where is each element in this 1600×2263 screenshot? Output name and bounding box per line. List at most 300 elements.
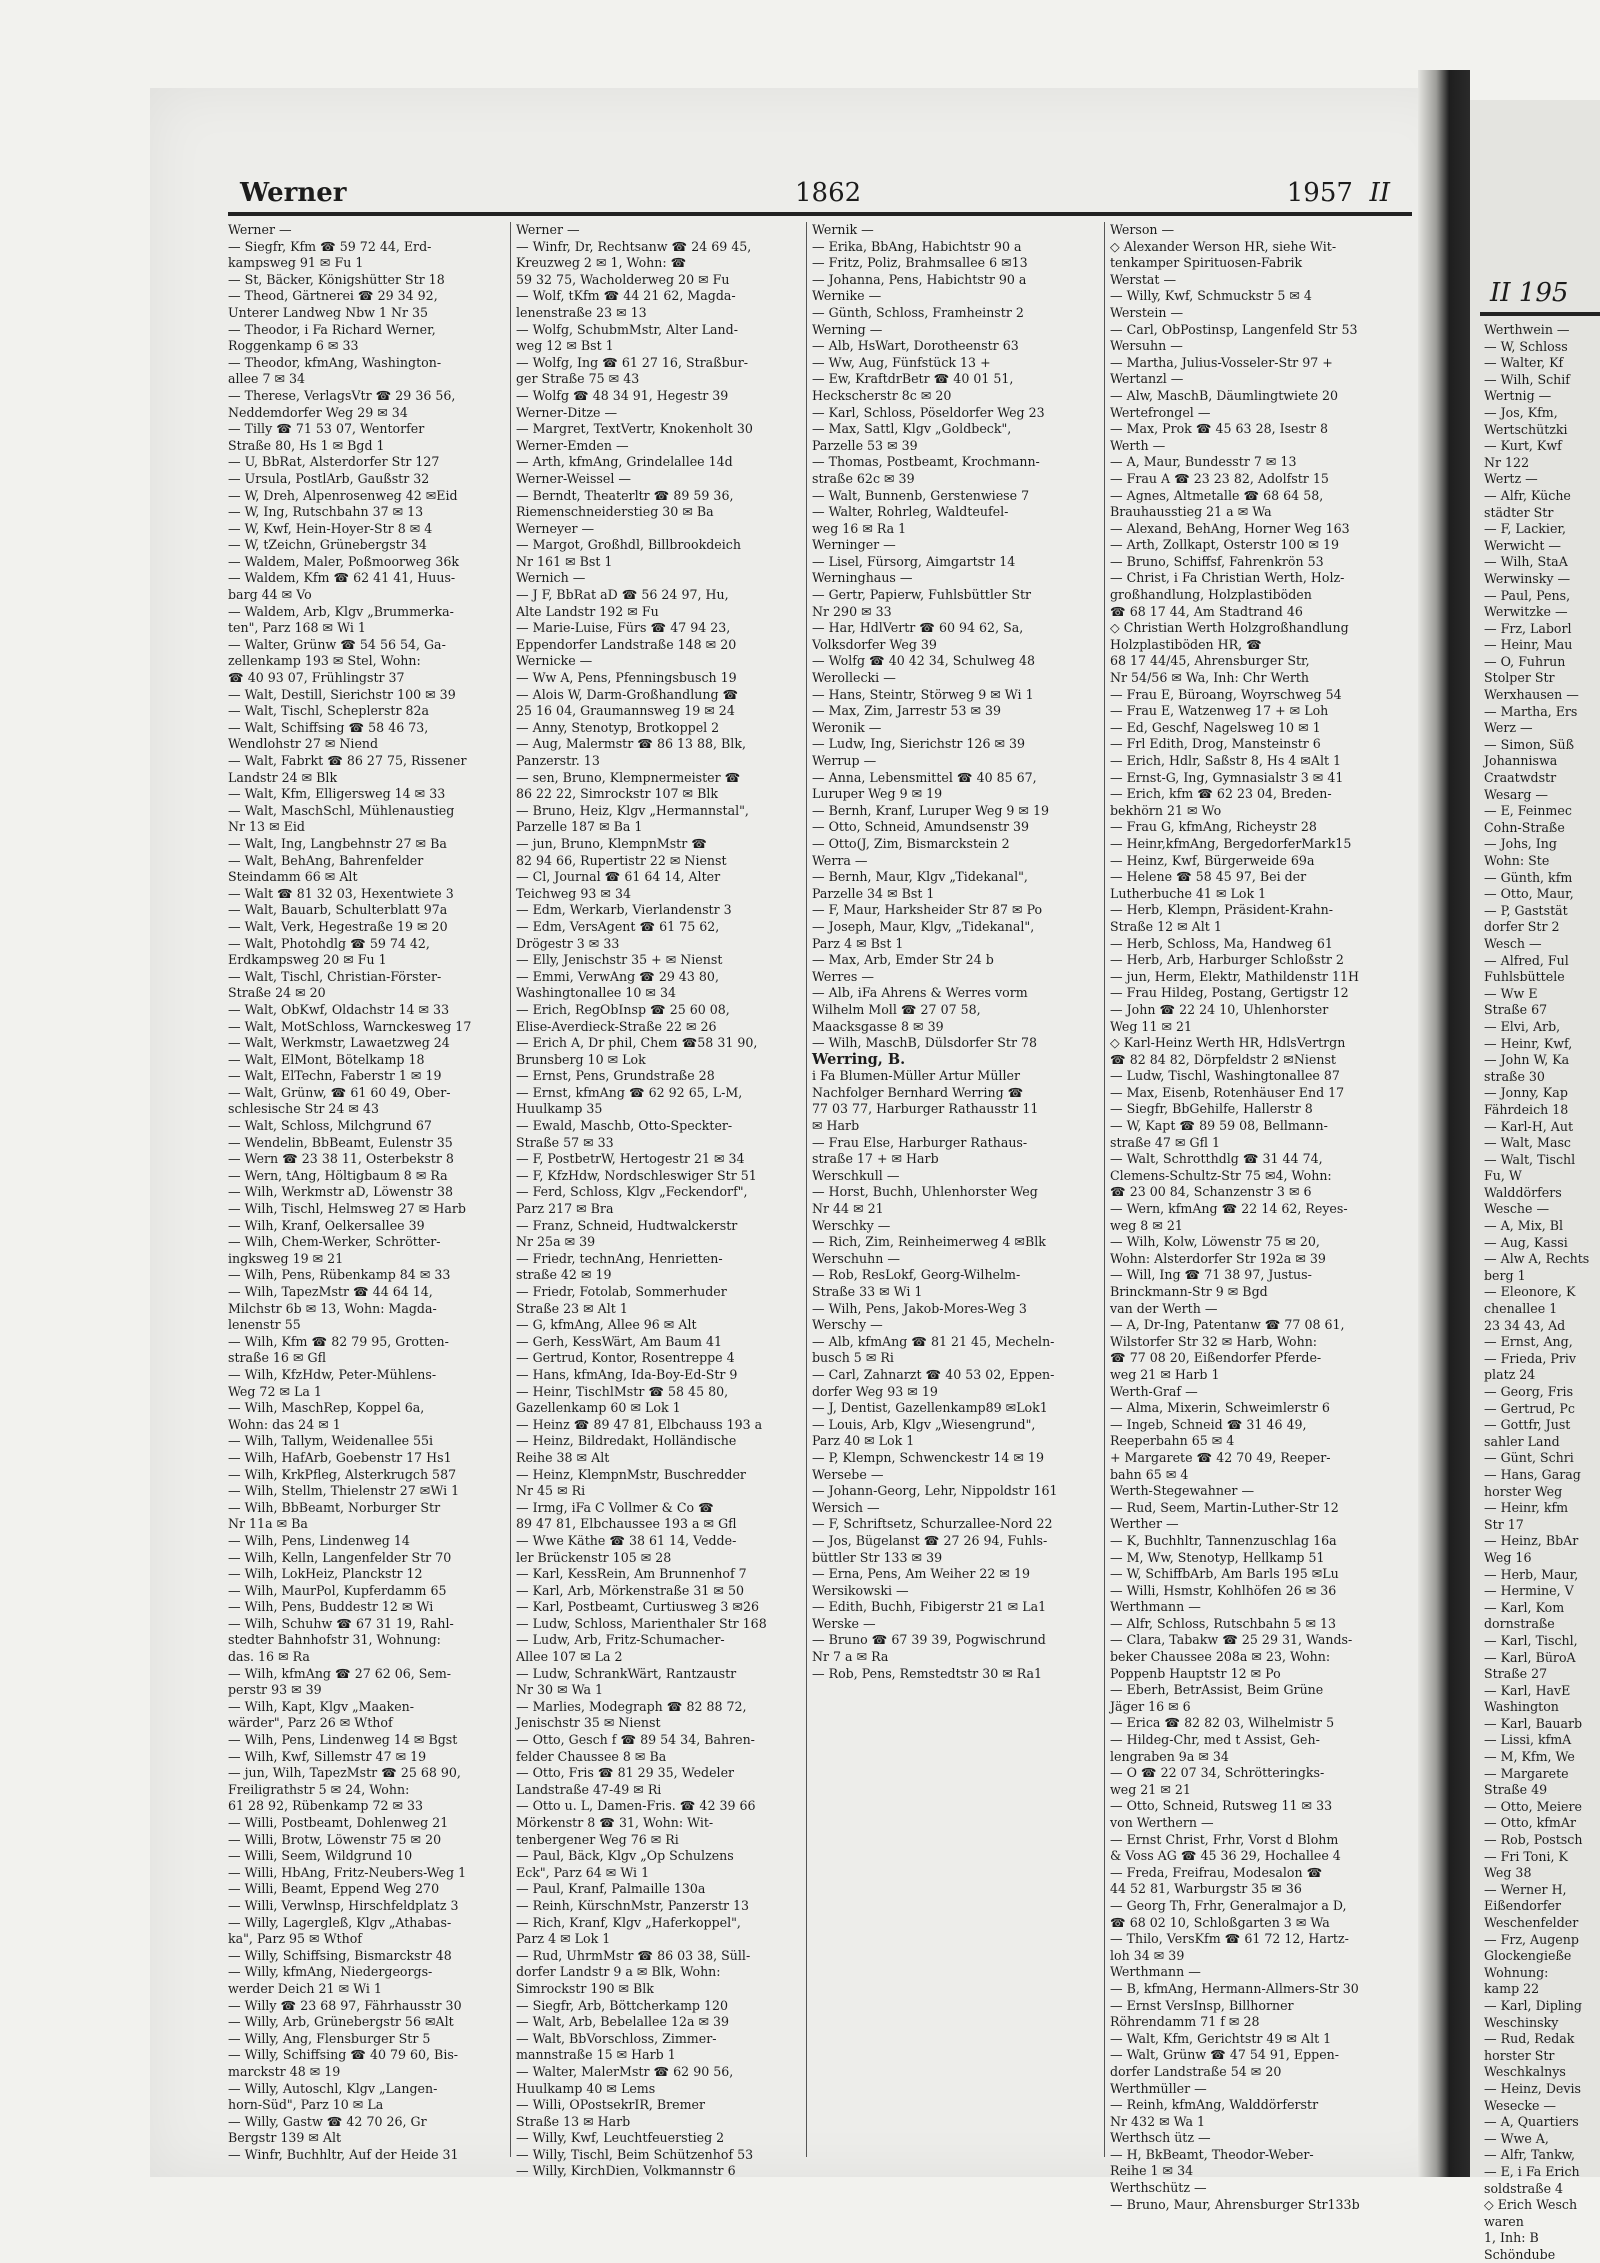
directory-entry: — W, tZeichn, Grünebergstr 34 [228, 537, 427, 553]
next-page-entry: — Werner H, [1484, 1881, 1567, 1897]
directory-entry: — Willy, kfmAng, Niedergeorgs- [228, 1964, 433, 1980]
directory-entry: — Karl, Postbeamt, Curtiusweg 3 ✉26 [516, 1599, 759, 1615]
directory-entry: 82 94 66, Rupertistr 22 ✉ Nienst [516, 852, 727, 868]
directory-entry: — Heinz, KlempnMstr, Buschredder [516, 1466, 746, 1482]
directory-entry: — Helene ☎ 58 45 97, Bei der [1110, 869, 1307, 885]
directory-entry: — Walt, Verk, Hegestraße 19 ✉ 20 [228, 918, 448, 934]
surname-heading: Werstein — [1110, 304, 1184, 320]
directory-entry: lenenstraße 23 ✉ 13 [516, 304, 647, 320]
directory-entry: ◇ Karl-Heinz Werth HR, HdlsVertrgn [1110, 1035, 1346, 1051]
surname-heading: Werneyer — [516, 520, 595, 536]
next-page-entry: — Martha, Ers [1484, 703, 1578, 719]
next-page-entry: Weschinsky [1484, 2014, 1559, 2030]
directory-entry: — Theodor, kfmAng, Washington- [228, 354, 442, 370]
surname-heading: Werschkull — [812, 1167, 900, 1183]
directory-entry: Nr 54/56 ✉ Wa, Inh: Chr Werth [1110, 670, 1310, 686]
directory-entry: straße 17 + ✉ Harb [812, 1151, 939, 1167]
next-page-entry: Straße 67 [1484, 1002, 1548, 1018]
directory-entry: — Siegfr, Arb, Böttcherkamp 120 [516, 1997, 729, 2013]
next-page-entry: Wohn: Ste [1484, 853, 1550, 868]
directory-entry: — Therese, VerlagsVtr ☎ 29 36 56, [228, 387, 456, 403]
next-page-entry: — Heinr, Kwf, [1484, 1035, 1573, 1051]
directory-entry: — O ☎ 22 07 34, Schrötteringks- [1110, 1765, 1325, 1781]
directory-entry: — Frau E, Watzenweg 17 + ✉ Loh [1110, 703, 1329, 719]
directory-entry: — Anna, Lebensmittel ☎ 40 85 67, [812, 769, 1037, 785]
surname-heading: Werthschütz — [1110, 2180, 1207, 2196]
next-page-entry: — E, Feinmec [1484, 803, 1572, 819]
directory-entry: Landstraße 47-49 ✉ Ri [516, 1781, 662, 1797]
directory-entry: 25 16 04, Graumannsweg 19 ✉ 24 [516, 703, 735, 719]
directory-entry: — U, BbRat, Alsterdorfer Str 127 [228, 454, 440, 470]
directory-entry: Parzelle 187 ✉ Ba 1 [516, 819, 643, 835]
next-page-entry: — Alw A, Rechts [1484, 1251, 1590, 1267]
directory-entry: Straße 13 ✉ Harb [516, 2113, 631, 2129]
next-page-entry: — Aug, Kassi [1484, 1234, 1568, 1250]
directory-entry: — Otto u. L, Damen-Fris. ☎ 42 39 66 [516, 1798, 756, 1814]
directory-entry: Neddemdorfer Weg 29 ✉ 34 [228, 404, 408, 420]
directory-entry: — Ingeb, Schneid ☎ 31 46 49, [1110, 1416, 1307, 1432]
directory-entry: — Wolfg ☎ 40 42 34, Schulweg 48 [812, 653, 1036, 669]
surname-heading: Werson — [1110, 222, 1175, 237]
next-page-entry: soldstraße 4 [1484, 2180, 1564, 2196]
directory-entry: — Edm, Werkarb, Vierlandenstr 3 [516, 902, 732, 918]
directory-entry: Reeperbahn 65 ✉ 4 [1110, 1433, 1235, 1449]
directory-entry: Parz 40 ✉ Lok 1 [812, 1433, 915, 1449]
column-2 [516, 222, 824, 2179]
directory-entry: — Wilh, Pens, Lindenweg 14 [228, 1532, 410, 1548]
directory-entry: — Margot, Großhdl, Billbrookdeich [516, 537, 741, 553]
directory-entry: — Wolf, tKfm ☎ 44 21 62, Magda- [516, 288, 736, 304]
directory-entry: Eppendorfer Landstraße 148 ✉ 20 [516, 636, 737, 652]
next-page-entry: — Heinr, Mau [1484, 637, 1573, 653]
directory-entry: — Hildeg-Chr, med t Assist, Geh- [1110, 1732, 1320, 1748]
directory-entry: Röhrendamm 71 f ✉ 28 [1110, 2014, 1260, 2030]
directory-entry: Jenischstr 35 ✉ Nienst [516, 1715, 661, 1731]
next-page-entry: — Lissi, kfmA [1484, 1732, 1572, 1748]
directory-entry: — Ludw, Tischl, Washingtonallee 87 [1110, 1068, 1340, 1084]
directory-entry: — Berndt, Theaterltr ☎ 89 59 36, [516, 487, 734, 503]
directory-entry: — Walt, Schloss, Milchgrund 67 [228, 1118, 432, 1134]
next-page-entry: — Hans, Garag [1484, 1466, 1581, 1482]
directory-entry: — Willi, Beamt, Eppend Weg 270 [228, 1881, 440, 1897]
directory-entry: — Wilh, Pens, Lindenweg 14 ✉ Bgst [228, 1732, 458, 1748]
next-page-entry: — Rob, Postsch [1484, 1832, 1583, 1848]
directory-entry: — Wilh, TapezMstr ☎ 44 64 14, [228, 1284, 433, 1299]
directory-entry: — Wilh, Pens, Rübenkamp 84 ✉ 33 [228, 1267, 451, 1283]
directory-entry: Erdkampsweg 20 ✉ Fu 1 [228, 952, 387, 968]
directory-entry: — B, kfmAng, Hermann-Allmers-Str 30 [1110, 1980, 1359, 1996]
section-mark: II [1369, 178, 1390, 208]
directory-entry: — Frau A ☎ 23 23 82, Adolfstr 15 [1110, 470, 1329, 486]
directory-entry: Parzelle 34 ✉ Bst 1 [812, 885, 935, 901]
next-page-entry: Wertz — [1484, 471, 1538, 487]
directory-entry: — Rich, Kranf, Klgv „Haferkoppel", [516, 1914, 741, 1930]
directory-entry: — Alb, iFa Ahrens & Werres vorm [812, 985, 1028, 1001]
directory-entry: Wohn: das 24 ✉ 1 [228, 1416, 341, 1432]
next-page-entry: Werwitzke — [1484, 604, 1568, 620]
next-page-entry: Wertnig — [1484, 388, 1552, 404]
directory-entry: — Walt, Photohdlg ☎ 59 74 42, [228, 935, 430, 951]
next-page-entry: — Frieda, Priv [1484, 1350, 1577, 1366]
directory-entry: — Erich, kfm ☎ 62 23 04, Breden- [1110, 786, 1332, 802]
next-page-entry: Schöndube [1484, 2246, 1556, 2262]
directory-entry: — Wendelin, BbBeamt, Eulenstr 35 [228, 1134, 453, 1150]
directory-entry: büttler Str 133 ✉ 39 [812, 1549, 943, 1565]
directory-entry: 77 03 77, Harburger Rathausstr 11 [812, 1101, 1039, 1117]
surname-heading: Werschy — [812, 1317, 883, 1333]
directory-entry: — W, Kwf, Hein-Hoyer-Str 8 ✉ 4 [228, 520, 433, 536]
next-page-entry: sahler Land [1484, 1433, 1560, 1449]
next-page-entry: — Elvi, Arb, [1484, 1018, 1561, 1034]
directory-entry: — Wern ☎ 23 38 11, Osterbekstr 8 [228, 1151, 454, 1167]
directory-entry: straße 62c ✉ 39 [812, 470, 915, 486]
next-page-entry: — P, Gaststät [1484, 902, 1568, 918]
directory-entry: — Heinr,kfmAng, BergedorferMark15 [1110, 835, 1352, 851]
directory-entry: — Wilh, Chem-Werker, Schrötter- [228, 1234, 441, 1250]
directory-entry: Washingtonallee 10 ✉ 34 [516, 985, 676, 1001]
directory-entry: beker Chaussee 208a ✉ 23, Wohn: [1110, 1649, 1331, 1665]
directory-entry: — Erica ☎ 82 82 03, Wilhelmistr 5 [1110, 1715, 1335, 1731]
directory-entry: — Walt, Schrotthdlg ☎ 31 44 74, [1110, 1151, 1323, 1167]
next-page-entry: — Walt, Tischl [1484, 1151, 1576, 1167]
directory-entry: Allee 107 ✉ La 2 [516, 1649, 623, 1665]
next-page-entry: — A, Mix, Bl [1484, 1218, 1564, 1234]
directory-entry: — Bruno, Maur, Ahrensburger Str133b [1110, 2196, 1360, 2212]
next-page-entry: waren [1484, 2213, 1524, 2229]
surname-heading: van der Werth — [1110, 1300, 1218, 1316]
next-page-entry: horster Weg [1484, 1483, 1563, 1499]
directory-entry: — Tilly ☎ 71 53 07, Wentorfer [228, 421, 425, 437]
directory-entry: — Agnes, Altmetalle ☎ 68 64 58, [1110, 487, 1324, 503]
directory-entry: — Theodor, i Fa Richard Werner, [228, 321, 436, 337]
directory-entry: — Hans, Steintr, Störweg 9 ✉ Wi 1 [812, 686, 1034, 702]
directory-entry: Nachfolger Bernhard Werring ☎ [812, 1084, 1024, 1100]
directory-entry: — Günth, Schloss, Framheinstr 2 [812, 304, 1024, 320]
directory-entry: — jun, Wilh, TapezMstr ☎ 25 68 90, [228, 1765, 461, 1781]
directory-entry: Nr 432 ✉ Wa 1 [1110, 2113, 1206, 2129]
directory-entry: Parz 4 ✉ Bst 1 [812, 935, 904, 951]
directory-entry: Unterer Landweg Nbw 1 Nr 35 [228, 304, 429, 320]
directory-entry: — P, Klempn, Schwenckestr 14 ✉ 19 [812, 1449, 1044, 1465]
next-page-entry: Johanniswa [1484, 753, 1558, 769]
next-page-entry: — Heinz, Devis [1484, 2080, 1581, 2096]
directory-entry: — Jos, Bügelanst ☎ 27 26 94, Fuhls- [812, 1532, 1048, 1548]
next-page-entry: — Georg, Fris [1484, 1384, 1574, 1399]
surname-heading: Werthmüller — [1110, 2080, 1207, 2096]
next-page-entry: Weschenfelder [1484, 1915, 1579, 1930]
directory-entry: Clemens-Schultz-Str 75 ✉4, Wohn: [1110, 1167, 1332, 1183]
directory-entry: weg 16 ✉ Ra 1 [812, 520, 907, 536]
next-page-entry: — Gottfr, Just [1484, 1417, 1571, 1433]
directory-entry: lengraben 9a ✉ 34 [1110, 1748, 1229, 1764]
directory-entry: — Siegfr, Kfm ☎ 59 72 44, Erd- [228, 238, 432, 254]
next-page-entry: — Otto, kfmAr [1484, 1815, 1576, 1831]
directory-entry: & Voss AG ☎ 45 36 29, Hochallee 4 [1110, 1848, 1341, 1864]
surname-heading: Werth-Graf — [1110, 1383, 1198, 1399]
directory-entry: 44 52 81, Warburgstr 35 ✉ 36 [1110, 1881, 1302, 1897]
directory-entry: — Wilh, Kwf, Sillemstr 47 ✉ 19 [228, 1748, 427, 1764]
directory-entry: — Wilh, Kapt, Klgv „Maaken- [228, 1698, 415, 1714]
next-page-entry: — Simon, Süß [1484, 736, 1575, 752]
directory-entry: — Walt, ElTechn, Faberstr 1 ✉ 19 [228, 1068, 442, 1084]
header-rule [228, 212, 1412, 216]
directory-entry: marckstr 48 ✉ 19 [228, 2063, 341, 2079]
directory-entry: — Edm, VersAgent ☎ 61 75 62, [516, 918, 720, 934]
next-page-entry: — John W, Ka [1484, 1052, 1570, 1068]
directory-entry: weg 12 ✉ Bst 1 [516, 338, 614, 354]
directory-entry: — J, Dentist, Gazellenkamp89 ✉Lok1 [812, 1400, 1048, 1416]
directory-entry: — Wilh, BbBeamt, Norburger Str [228, 1499, 441, 1515]
directory-entry: — Thomas, Postbeamt, Krochmann- [812, 454, 1040, 470]
directory-entry: — Ed, Geschf, Nagelsweg 10 ✉ 1 [1110, 719, 1321, 735]
directory-entry: — Har, HdlVertr ☎ 60 94 62, Sa, [812, 620, 1024, 636]
directory-entry: ☎ 68 02 10, Schloßgarten 3 ✉ Wa [1110, 1914, 1330, 1930]
directory-entry: straße 47 ✉ Gfl 1 [1110, 1134, 1220, 1150]
directory-entry: — Alw, MaschB, Däumlingtwiete 20 [1110, 387, 1339, 403]
directory-entry: — Walt, ElMont, Bötelkamp 18 [228, 1051, 425, 1067]
next-page-entry: Nr 122 [1484, 454, 1530, 470]
directory-entry: weg 21 ✉ Harb 1 [1110, 1366, 1220, 1382]
directory-entry: — J F, BbRat aD ☎ 56 24 97, Hu, [516, 587, 729, 603]
directory-entry: — Gertr, Papierw, Fuhlsbüttler Str [812, 587, 1032, 603]
directory-entry: Freiligrathstr 5 ✉ 24, Wohn: [228, 1781, 410, 1797]
directory-entry: — Ernst VersInsp, Billhorner [1110, 1997, 1294, 2013]
directory-entry: Roggenkamp 6 ✉ 33 [228, 338, 359, 354]
directory-entry: Bergstr 139 ✉ Alt [228, 2130, 342, 2146]
next-page-entry: Wesecke — [1484, 2097, 1557, 2113]
directory-entry: — Waldem, Maler, Poßmoorweg 36k [228, 553, 460, 569]
surname-heading: Werres — [812, 968, 874, 984]
directory-entry: — Otto, Schneid, Amundsenstr 39 [812, 819, 1030, 835]
directory-entry: Werring, B. [812, 1050, 906, 1068]
next-page-entry: — Gertrud, Pc [1484, 1400, 1575, 1416]
surname-heading: von Werthern — [1110, 1815, 1214, 1830]
directory-entry: — Walt, Ing, Langbehnstr 27 ✉ Ba [228, 835, 447, 851]
directory-entry: — Herb, Schloss, Ma, Handweg 61 [1110, 935, 1333, 951]
directory-entry: — Frl Edith, Drog, Mansteinstr 6 [1110, 736, 1321, 752]
directory-entry: — Marlies, Modegraph ☎ 82 88 72, [516, 1698, 747, 1714]
directory-entry: — Johanna, Pens, Habichtstr 90 a [812, 271, 1027, 287]
surname-heading: Werthsch ütz — [1110, 2130, 1211, 2146]
directory-entry: — Walt, Tischl, Scheplerstr 82a [228, 703, 430, 719]
directory-entry: Jäger 16 ✉ 6 [1110, 1698, 1191, 1714]
next-page-entry: — Heinz, BbAr [1484, 1533, 1579, 1549]
surname-heading: Wernich — [516, 570, 586, 586]
year: 1957 [1286, 178, 1353, 208]
next-page-entry: ◇ Erich Wesch [1484, 2197, 1578, 2213]
surname-heading: Wertefrongel — [1110, 404, 1211, 420]
directory-entry: — Ewald, Maschb, Otto-Speckter- [516, 1118, 733, 1134]
next-page-entry: Weg 38 [1484, 1865, 1532, 1881]
directory-entry: — Max, Prok ☎ 45 63 28, Isestr 8 [1110, 421, 1329, 437]
directory-entry: — A, Maur, Bundesstr 7 ✉ 13 [1110, 454, 1297, 470]
directory-entry: das. 16 ✉ Ra [228, 1649, 310, 1665]
directory-entry: Brinckmann-Str 9 ✉ Bgd [1110, 1284, 1268, 1299]
directory-entry: — Willi, HbAng, Fritz-Neubers-Weg 1 [228, 1864, 467, 1880]
directory-entry: Heckscherstr 8c ✉ 20 [812, 387, 952, 403]
directory-entry: straße 42 ✉ 19 [516, 1267, 612, 1283]
directory-entry: — Willy, Ang, Flensburger Str 5 [228, 2030, 431, 2046]
directory-entry: — Erich, Hdlr, Saßstr 8, Hs 4 ✉Alt 1 [1110, 753, 1342, 768]
header-year [1287, 178, 1390, 208]
directory-entry: + Margarete ☎ 42 70 49, Reeper- [1110, 1449, 1331, 1465]
directory-entry: — Rud, Seem, Martin-Luther-Str 12 [1110, 1499, 1339, 1515]
directory-entry: — Friedr, technAng, Henrietten- [516, 1250, 723, 1266]
next-page-entry: Straße 27 [1484, 1666, 1548, 1682]
directory-entry: — A, Dr-Ing, Patentanw ☎ 77 08 61, [1110, 1317, 1345, 1333]
next-page-entry: chenallee 1 [1484, 1301, 1558, 1317]
directory-entry: — Alexand, BehAng, Horner Weg 163 [1110, 520, 1350, 536]
directory-entry: — Willy, Schiffsing, Bismarckstr 48 [228, 1947, 452, 1963]
surname-heading: Werninghaus — [812, 570, 913, 586]
directory-entry: — Otto, Fris ☎ 81 29 35, Wedeler [516, 1765, 735, 1781]
directory-entry: — Wilh, KrkPfleg, Alsterkrugch 587 [228, 1466, 457, 1482]
directory-entry: Gazellenkamp 60 ✉ Lok 1 [516, 1400, 681, 1416]
surname-heading: Werner-Weissel — [516, 470, 631, 486]
next-page-entry: — Jonny, Kap [1484, 1085, 1568, 1101]
next-page-entry: — Rud, Redak [1484, 2031, 1575, 2047]
directory-entry: bahn 65 ✉ 4 [1110, 1466, 1189, 1482]
next-page-entry: kamp 22 [1484, 1981, 1540, 1997]
directory-entry: — Frau Hildeg, Postang, Gertigstr 12 [1110, 985, 1349, 1001]
directory-entry: — Walt, Grünw, ☎ 61 60 49, Ober- [228, 1084, 451, 1100]
next-page-entry: — Karl, HavE [1484, 1682, 1571, 1698]
surname-heading: Werthmann — [1110, 1964, 1201, 1980]
directory-entry: zellenkamp 193 ✉ Stel, Wohn: [228, 653, 421, 669]
directory-entry: — Walt, MotSchloss, Warnckesweg 17 [228, 1018, 472, 1034]
directory-entry: — Anny, Stenotyp, Brotkoppel 2 [516, 719, 720, 735]
directory-entry: — Walter, MalerMstr ☎ 62 90 56, [516, 2063, 734, 2079]
next-page-entry: dorfer Str 2 [1484, 919, 1560, 935]
directory-entry: — Ludw, SchrankWärt, Rantzaustr [516, 1665, 737, 1681]
directory-entry: wärder", Parz 26 ✉ Wthof [228, 1715, 393, 1731]
surname-heading: Werth — [1110, 437, 1166, 453]
directory-entry: — Karl, Arb, Mörkenstraße 31 ✉ 50 [516, 1582, 744, 1598]
directory-entry: — Herb, Arb, Harburger Schloßstr 2 [1110, 952, 1344, 968]
directory-entry: — Wilh, Tischl, Helmsweg 27 ✉ Harb [228, 1201, 466, 1217]
next-page-entry: dornstraße [1484, 1616, 1555, 1632]
next-page-header: II 195 [1490, 278, 1569, 308]
surname-heading: Werthmann — [1110, 1599, 1201, 1615]
directory-entry: — Walt, Arb, Bebelallee 12a ✉ 39 [516, 2014, 730, 2030]
directory-entry: — K, Buchhltr, Tannenzuschlag 16a [1110, 1532, 1337, 1548]
directory-entry: — Frau Else, Harburger Rathaus- [812, 1134, 1028, 1150]
next-page-entry: — Hermine, V [1484, 1583, 1574, 1599]
directory-entry: — John ☎ 22 24 10, Uhlenhorster [1110, 1001, 1329, 1017]
directory-entry: — Wilh, Stellm, Thielenstr 27 ✉Wi 1 [228, 1483, 460, 1499]
directory-entry: — Bruno, Schiffsf, Fahrenkrön 53 [1110, 553, 1324, 569]
directory-entry: — Eberh, BetrAssist, Beim Grüne [1110, 1682, 1324, 1698]
directory-entry: Nr 11a ✉ Ba [228, 1516, 308, 1532]
directory-entry: — Erich A, Dr phil, Chem ☎58 31 90, [516, 1035, 758, 1051]
directory-entry: 86 22 22, Simrockstr 107 ✉ Blk [516, 786, 719, 802]
directory-entry: — H, BkBeamt, Theodor-Weber- [1110, 2146, 1314, 2162]
directory-entry: — Joseph, Maur, Klgv, „Tidekanal", [812, 918, 1035, 934]
directory-entry: — Walt, Kfm, Gerichtstr 49 ✉ Alt 1 [1110, 2030, 1332, 2046]
directory-entry: — Winfr, Dr, Rechtsanw ☎ 24 69 45, [516, 238, 752, 254]
surname-heading: Wersebe — [812, 1466, 884, 1482]
directory-entry: — Walt, BehAng, Bahrenfelder [228, 852, 424, 868]
directory-entry: Mörkenstr 8 ☎ 31, Wohn: Wit- [516, 1815, 714, 1830]
directory-entry: — Heinz, Kwf, Bürgerweide 69a [1110, 852, 1315, 868]
next-page-entry: Walddörfers [1484, 1184, 1562, 1200]
next-page-entry: Straße 49 [1484, 1782, 1548, 1798]
directory-entry: Kreuzweg 2 ✉ 1, Wohn: ☎ [516, 255, 687, 271]
next-page-entry: Glockengieße [1484, 1948, 1572, 1964]
directory-entry: loh 34 ✉ 39 [1110, 1947, 1185, 1963]
directory-entry: Nr 290 ✉ 33 [812, 603, 892, 619]
surname-heading: Werner-Ditze — [516, 404, 618, 420]
next-page-entry: Stolper Str [1484, 670, 1555, 686]
directory-entry: — Wilh, kfmAng ☎ 27 62 06, Sem- [228, 1665, 452, 1681]
directory-entry: — Margret, TextVertr, Knokenholt 30 [516, 421, 753, 437]
directory-entry: — Willy, Arb, Grünebergstr 56 ✉Alt [228, 2014, 454, 2030]
next-page-entry: Str 17 [1484, 1516, 1524, 1532]
next-page-entry: — Frz, Laborl [1484, 620, 1572, 636]
directory-entry: — Walt, Grünw ☎ 47 54 91, Eppen- [1110, 2047, 1340, 2063]
directory-entry: Panzerstr. 13 [516, 753, 600, 768]
directory-entry: — Wilh, MaschRep, Koppel 6a, [228, 1400, 425, 1416]
directory-entry: — Willy, Autoschl, Klgv „Langen- [228, 2080, 438, 2096]
next-page-entry: — O, Fuhrun [1484, 653, 1566, 669]
book-spine [1418, 70, 1470, 2177]
directory-entry: — Walt, Tischl, Christian-Förster- [228, 968, 442, 984]
directory-entry: — Carl, Zahnarzt ☎ 40 53 02, Eppen- [812, 1366, 1055, 1382]
directory-entry: — Wilh, Schuhw ☎ 67 31 19, Rahl- [228, 1615, 454, 1631]
column-3 [812, 222, 1120, 2157]
directory-entry: — Frau G, kfmAng, Richeystr 28 [1110, 819, 1317, 835]
directory-entry: — Ernst Christ, Frhr, Vorst d Blohm [1110, 1831, 1339, 1847]
directory-entry: — Siegfr, BbGehilfe, Hallerstr 8 [1110, 1101, 1313, 1117]
next-page-entry: — Karl-H, Aut [1484, 1118, 1574, 1134]
next-page-entry: — Ww E [1484, 985, 1538, 1001]
surname-heading: Werschky — [812, 1217, 891, 1233]
directory-entry: — Alfr, Schloss, Rutschbahn 5 ✉ 13 [1110, 1615, 1337, 1631]
directory-entry: — F, PostbetrW, Hertogestr 21 ✉ 34 [516, 1151, 745, 1167]
directory-entry: bekhörn 21 ✉ Wo [1110, 802, 1222, 818]
directory-entry: — Johann-Georg, Lehr, Nippoldstr 161 [812, 1483, 1058, 1499]
directory-entry: — Wilh, Tallym, Weidenallee 55i [228, 1433, 434, 1449]
directory-entry: — Otto, Schneid, Rutsweg 11 ✉ 33 [1110, 1798, 1333, 1814]
directory-entry: — Rob, Pens, Remstedtstr 30 ✉ Ra1 [812, 1665, 1043, 1681]
directory-entry: weg 8 ✉ 21 [1110, 1217, 1183, 1233]
directory-entry: ◇ Christian Werth Holzgroßhandlung [1110, 620, 1349, 636]
directory-entry: — Max, Zim, Jarrestr 53 ✉ 39 [812, 703, 1002, 719]
directory-entry: — Thilo, VersKfm ☎ 61 72 12, Hartz- [1110, 1931, 1349, 1947]
directory-entry: — Bruno, Heiz, Klgv „Hermannstal", [516, 802, 749, 818]
directory-entry: ✉ Harb [812, 1118, 860, 1134]
directory-entry: Volksdorfer Weg 39 [812, 636, 937, 652]
directory-entry: — Karl, KessRein, Am Brunnenhof 7 [516, 1566, 747, 1582]
next-page-entry: Werxhausen — [1484, 687, 1579, 703]
surname-heading: Werstat — [1110, 271, 1177, 287]
directory-entry: — Wilh, MaurPol, Kupferdamm 65 [228, 1582, 447, 1598]
directory-entry: Eck", Parz 64 ✉ Wi 1 [516, 1864, 650, 1880]
next-page-entry: Werwinsky — [1484, 570, 1571, 586]
directory-entry: — Ew, KraftdrBetr ☎ 40 01 51, [812, 371, 1014, 387]
directory-entry: Nr 44 ✉ 21 [812, 1201, 884, 1217]
next-page-entry: — Günt, Schri [1484, 1450, 1574, 1466]
directory-entry: — Willy ☎ 23 68 97, Fährhausstr 30 [228, 1997, 462, 2013]
directory-entry: 68 17 44/45, Ahrensburger Str, [1110, 653, 1310, 669]
directory-entry: 61 28 92, Rübenkamp 72 ✉ 33 [228, 1798, 424, 1814]
next-page-entry: Wesarg — [1484, 786, 1549, 802]
directory-entry: barg 44 ✉ Vo [228, 587, 312, 603]
directory-entry: — Lisel, Fürsorg, Aimgartstr 14 [812, 553, 1016, 569]
surname-heading: Wernik — [812, 222, 874, 237]
directory-entry: Nr 45 ✉ Ri [516, 1483, 586, 1499]
directory-entry: — Karl, Schloss, Pöseldorfer Weg 23 [812, 404, 1045, 420]
